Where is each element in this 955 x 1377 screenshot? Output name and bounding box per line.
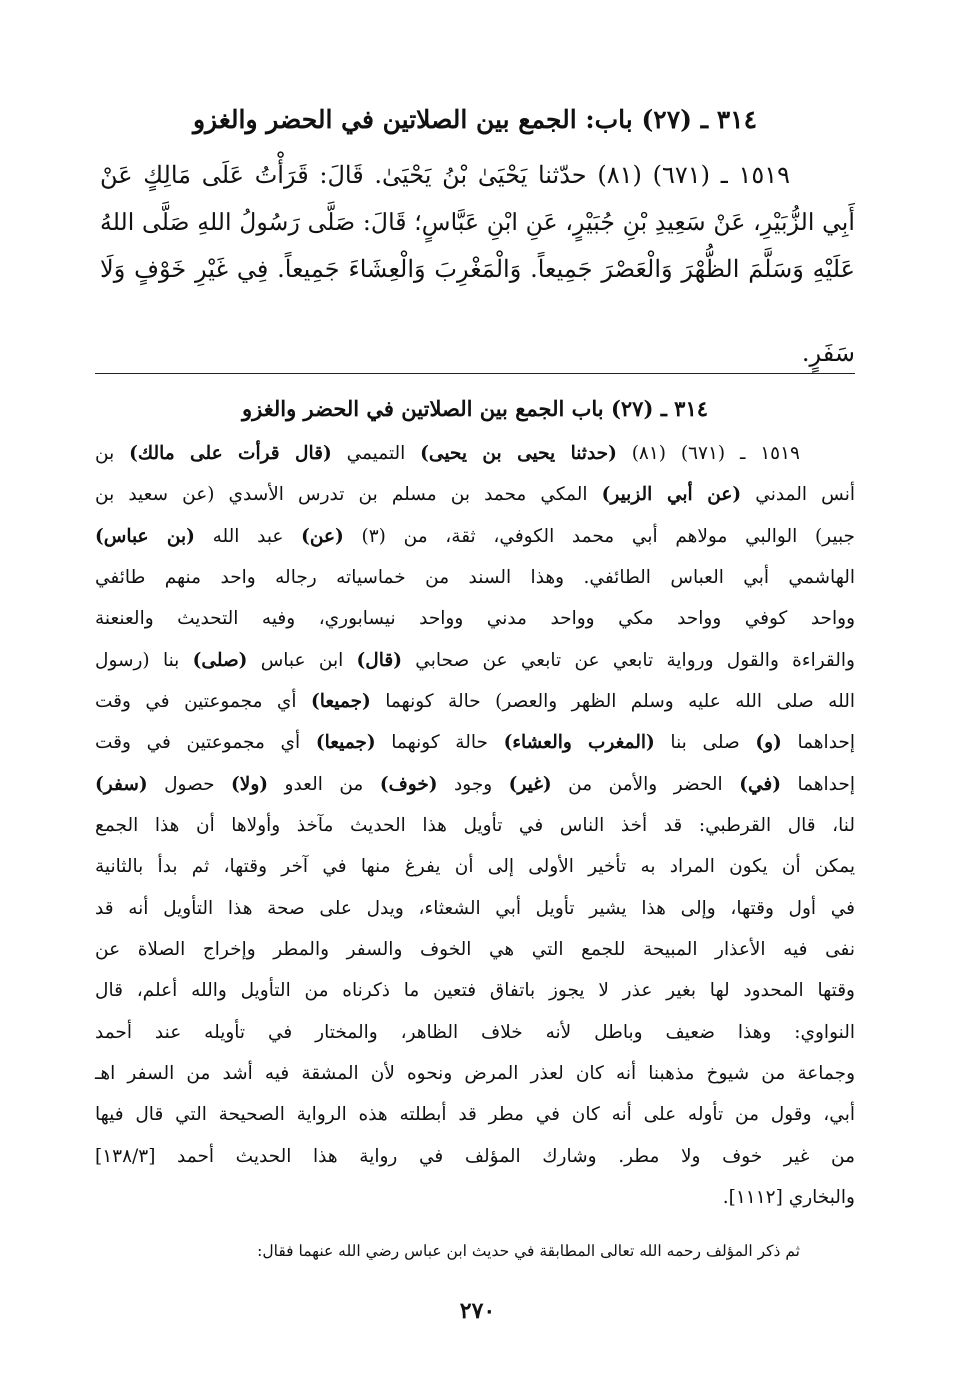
commentary-line: يمكن أن يكون المراد به تأخير الأولى إلى أن يفرغ منها في آخر وقتها، ثم بدأ بالثانية bbox=[95, 856, 855, 877]
commentary-line: النواوي: وهذا ضعيف وباطل لأنه خلاف الظاهر، والمختار في تأويله عند أحمد bbox=[95, 1022, 855, 1043]
page-number: ٢٧٠ bbox=[459, 1298, 496, 1324]
commentary-line: إحداهما (و) صلى بنا (المغرب والعشاء) حالة كونهما (جميعا) أي مجموعتين في وقت bbox=[95, 732, 855, 753]
commentary-line: الهاشمي أبي العباس الطائفي. وهذا السند من خماسياته رجاله واحد منهم طائفي bbox=[95, 567, 855, 588]
commentary-line: نفى فيه الأعذار المبيحة للجمع التي هي الخوف والسفر والمطر وإخراج الصلاة عن bbox=[95, 939, 855, 960]
commentary-chapter-heading: ٣١٤ ـ (٢٧) باب الجمع بين الصلاتين في الحضر والغزو bbox=[241, 396, 709, 421]
commentary-line: وقتها المحدود لها بغير عذر لا يجوز باتفاق فتعين ما ذكرناه من التأويل والله أعلم، قال bbox=[95, 980, 855, 1001]
commentary-line: وجماعة من شيوخ مذهبنا أنه كان لعذر المرض ونحوه لأن المشقة فيه أشد من السفر اهـ bbox=[95, 1063, 855, 1084]
hadith-line: سَفَرٍ. bbox=[801, 339, 855, 367]
hadith-line: ١٥١٩ ـ (٦٧١) (٨١) حدّثنا يَحْيَىٰ بْنُ يَحْيَىٰ. قَالَ: قَرَأْتُ عَلَى مَالِكٍ عَنْ bbox=[100, 161, 791, 189]
commentary-line: أنس المدني (عن أبي الزبير) المكي محمد بن مسلم بن تدرس الأسدي (عن سعيد بن bbox=[95, 484, 855, 505]
section-divider bbox=[95, 373, 855, 374]
commentary-line: إحداهما (في) الحضر والأمن من (غير) وجود (خوف) من العدو (ولا) حصول (سفر) bbox=[95, 774, 855, 795]
hadith-line: عَلَيْهِ وَسَلَّمَ الظُّهْرَ وَالْعَصْرَ جَمِيعاً. وَالْمَغْرِبَ وَالْعِشَاءَ جَمِيعاً. فِي غَيْرِ خَوْفٍ وَلَا bbox=[100, 255, 855, 283]
commentary-line: جبير) الوالبي مولاهم أبي محمد الكوفي، ثقة، من (٣) (عن) عبد الله (بن عباس) bbox=[95, 526, 855, 547]
commentary-line: أبي، وقول من تأوله على أنه كان في مطر قد أبطلته هذه الرواية الصحيحة التي قال فيها bbox=[95, 1104, 855, 1125]
commentary-line: والبخاري [١١١٢]. bbox=[722, 1187, 855, 1208]
commentary-line: في أول وقتها، وإلى هذا يشير تأويل أبي الشعثاء، ويدل على صحة هذا التأويل أنه قد bbox=[95, 898, 855, 919]
commentary-line: لنا، قال القرطبي: قد أخذ الناس في تأويل هذا الحديث مآخذ وأولاها أن هذا الجمع bbox=[95, 815, 855, 836]
hadith-line: أَبِي الزُّبَيْرِ، عَنْ سَعِيدِ بْنِ جُبَيْرٍ، عَنِ ابْنِ عَبَّاسٍ؛ قَالَ: صَلَّى رَسُولُ اللهِ صَلَّى اللهُ bbox=[100, 208, 855, 236]
commentary-line: من غير خوف ولا مطر. وشارك المؤلف في رواية هذا الحديث أحمد [١٣٨/٣] bbox=[95, 1146, 855, 1167]
commentary-line: وواحد كوفي وواحد مكي وواحد مدني وواحد نيسابوري، وفيه التحديث والعنعنة bbox=[95, 608, 855, 629]
commentary-line: والقراءة والقول ورواية تابعي عن تابعي عن صحابي (قال) ابن عباس (صلى) بنا (رسول bbox=[95, 650, 855, 671]
closing-note: ثم ذكر المؤلف رحمه الله تعالى المطابقة في حديث ابن عباس رضي الله عنهما فقال: bbox=[257, 1242, 800, 1260]
commentary-line: الله صلى الله عليه وسلم الظهر والعصر) حالة كونهما (جميعا) أي مجموعتين في وقت bbox=[95, 691, 855, 712]
hadith-chapter-heading: ٣١٤ ـ (٢٧) باب: الجمع بين الصلاتين في الحضر والغزو bbox=[192, 105, 758, 134]
commentary-line: ١٥١٩ ـ (٦٧١) (٨١) (حدثنا يحيى بن يحيى) التميمي (قال قرأت على مالك) بن bbox=[95, 443, 800, 464]
